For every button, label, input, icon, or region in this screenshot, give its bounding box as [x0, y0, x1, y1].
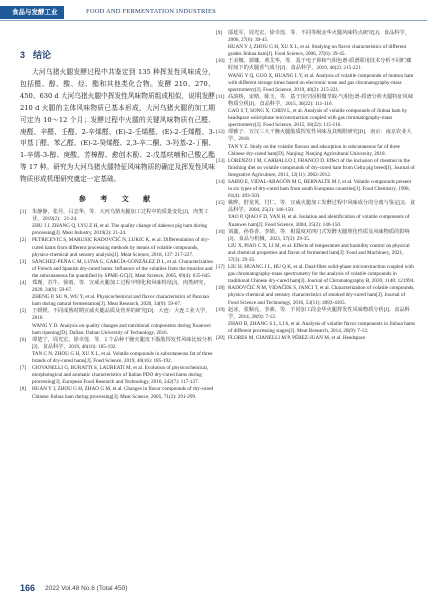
reference-item	[20, 337, 215, 351]
reference-text: FLORES M, GIANELLI M P, PÉREZ-JUAN M, et al. Headspace	[228, 335, 366, 342]
reference-number: [16]	[216, 228, 225, 235]
reference-item	[216, 179, 416, 200]
conclusion-paragraph: 大河乌猪火腿发酵过程中共鉴定到 135 种挥发性风味成分，包括醛、醇、酸、烃、酯和其他类化合物。发酵 210、270、450、630 d 大河乌猪火腿中挥发性风味物质组成相似，说明发酵 210 d 火腿的主体风味物质已基本形成，大河乌猪火腿的加工期可定为 10～12 个月；发酵过程中火腿的关键风味物质有己醛、庚醛、辛醛、壬醛、2-辛烯醛、(E)-2-壬烯醛、(E)-2-壬烯醛、3-甲基丁醛、苯乙醛、(E)-2-癸烯醛、2,3-辛二酮、3-羟基-2-丁酮、1-辛烯-3-醇、庚酸、芳樟醇、愈创木酚、2-戊基呋喃和己酸乙酯等 17 种。研究为大河乌猪火腿特征风味物质的确定及挥发性风味物质形成机理研究奠定一定基础。	[20, 68, 215, 184]
reference-number: [1]	[20, 209, 27, 216]
reference-item	[20, 308, 215, 322]
reference-text: LIU H, HUANG J L, HU Q K, et al. Dual-fiber solid-phase microextraction coupled with gas chromatography-mass spectrometry for the analysis of volatile compounds in traditional Chinese dry-cured ham[J]. Journal of Chromatography B, 2020, 1140: 121994.	[228, 264, 415, 285]
page-number: 166	[20, 583, 36, 593]
reference-item	[216, 335, 416, 342]
reference-text: WANG Y Q, GUO X, HUANG L Y, et al. Analysis of volatile compounds of mutton ham with different storage times based on electronic nose and gas chromatography-mass spectrometry[J]. Food Science, 2019, 40(2): 215-221.	[228, 72, 414, 93]
reference-text: 谭雅子．宣汉三大干腌火腿脂质挥发性风味及其吸附研究[D]．南京：南京农业大学，2018.	[228, 129, 412, 143]
reference-text: 朱静静，张丹，吕志华，等．大河乌猪火腿加工过程中的质量变化[J]．肉类工业，2019(2)：21-24.	[32, 209, 209, 223]
reference-text: 高韵娇，宋晴，陈玉，等．基于顶空固相微萃取-气相色谱-质谱分析火腿特征风味物质分析[J]．食品科学，2015, 36(22): 111-116.	[228, 93, 414, 107]
reference-list-right	[216, 30, 416, 342]
reference-text: ZHU J J, ZHANG Q, LYU Z H, et al. The quality change of dahewu pig ham during processing[J]. Meat Industry, 2019(2): 21-24.	[32, 223, 208, 237]
reference-item	[20, 351, 215, 365]
reference-number: [5]	[20, 308, 27, 315]
reference-item	[20, 237, 215, 258]
reference-item	[216, 144, 416, 158]
reference-text: 王媛媛．不同成熟时期宣威火腿品质及营养的研究[D]．大连：大连工业大学，2016.	[32, 308, 211, 322]
reference-text: WANG Y D. Analysis on quality changes and nutritional components during Xuanwei ham ripening[D]. Dalian: Dalian University of Technology, 2016.	[32, 322, 211, 336]
reference-number: [18]	[216, 285, 225, 292]
reference-text: YAO P, QIAO F D, YAN H, et al. Isolation and identification of volatile components of Xuanwei ham[J]. Food Science, 2004, 25(2): 146-150.	[228, 214, 410, 228]
reference-number: [8]	[20, 386, 27, 393]
reference-number: [19]	[216, 306, 225, 313]
reference-item	[216, 307, 416, 321]
reference-number: [3]	[20, 258, 27, 265]
reference-text: RADOVČIĆ N M, VIDAČEK S, JANCI T, et al. Characterization of volatile compounds, physico-chemical and sensory characteristics of smoked dry-cured ham[J]. Journal of Food Science and Technology, 2016, 53(11): 4093-4105.	[228, 285, 415, 306]
reference-number: [9]	[216, 30, 223, 36]
reference-number: [13]	[216, 157, 225, 164]
reference-number: [11]	[216, 93, 225, 100]
reference-number: [4]	[20, 280, 27, 286]
reference-item	[216, 94, 416, 108]
reference-text: ZHENG P, SU N, WU Y, et al. Physicochemical and flavor characteristics of Panxian ham during natural fermentation[J]. Meat Research, 2020, 34(9): 59-67.	[32, 294, 209, 308]
references-heading: 参 考 文 献	[78, 194, 157, 204]
reference-text: 邬延军，周光宏，徐幸莲．等．不同等级金华火腿风味特点研究[J]．食品科学，2006, 27(6): 39-45.	[228, 30, 410, 44]
section-title: 结论	[33, 50, 52, 60]
reference-item	[20, 294, 215, 308]
reference-text: PETRICEVIC S, MARUSIC RADOVČIĆ N, LUKIC K, et al. Differentiation of dry-cured hams from different processing methods by means of volatile compounds, physico-chemical and sensory analysis[J]. Meat Science, 2018, 137: 217-227.	[32, 237, 210, 258]
reference-item	[216, 200, 416, 214]
reference-text: TAN Y Z. Study on the volatile flavour and adsorption in subcutaneous fat of three Chinese dry-cured ham[D]. Nanjing: Nanjing Agricultural University, 2018.	[228, 143, 400, 157]
reference-number: [17]	[216, 264, 225, 271]
reference-number: [14]	[216, 178, 225, 185]
reference-item	[216, 229, 416, 243]
reference-text: SÁNCHEZ-PEÑA C M, LUNA G, GARCÍA-GONZÁLEZ D L, et al. Characterization of French and Spanish dry-cured hams: Influence of the volatiles from the muscles and the subcutaneous fat quantified by SPME-GC[J]. Meat Science, 2005, 69(4): 635-645.	[32, 258, 213, 279]
reference-text: GIOVANELLI G, BURATTI S, LAUREATI M, et al. Evolution of physicochemical, morphological and aromatic characteristics of Italian PDO dry-cured hams during processing[J]. European Food Research and Technology, 2016, 242(7): 117-127.	[32, 365, 209, 386]
reference-text: 谭楚宁，周光宏，徐幸莲．等．5 个品种干腌火腿皮下脂肪挥发性风味比较分析[J]．食品科学，2019, 40(16): 185-192.	[32, 336, 213, 350]
reference-number: [12]	[216, 129, 225, 136]
reference-text: SABIO E, VIDAL-ARAGÓN M C, BERNALTE M J, et al. Volatile compounds present in six types of dry-cured ham from south European countries[J]. Food Chemistry, 1998, 61(4): 493-503.	[228, 178, 412, 200]
section-number: 3	[20, 50, 26, 60]
reference-item	[216, 73, 416, 94]
journal-name-en: FOOD AND FERMENTATION INDUSTRIES	[86, 8, 216, 15]
reference-text: HUAN Y J, ZHOU G H, ZHAO G M, et al. Changes in flavor compounds of dry-cured Chinese Jinhua ham during processing[J]. Meat Science, 2005, 71(2): 291-299.	[32, 386, 214, 400]
reference-text: 赵冰，张顺亮，李素，等．不同加工段金华火腿挥发性风味物质分析[J]．食品科学，2014, 28(9): 7-12.	[228, 306, 410, 320]
reference-text: TAN C N, ZHOU G H, XU X L, et al. Volatile compounds in subcutaneous fat of three brands of dry-cured hams[J]. Food Science, 2019, 40(16): 185-192.	[32, 350, 213, 365]
reference-item	[216, 285, 416, 306]
journal-name-cn: 食品与发酵工业	[0, 6, 64, 19]
issue-info: 2022 Vol.48 No.6 (Total 450)	[45, 585, 128, 592]
reference-text: LIU X, PIAO C X, LI M, et al. Effects of temperature and humidity control on physical and chemical properties and flavor of fermented ham[J]. Food and Machinery, 2021, 37(3): 29-35.	[228, 242, 410, 263]
reference-number: [20]	[216, 335, 225, 342]
reference-text: 郑瑾，苏牛，徐雨，等．宣威火腿加工过程中理化和风味特征[J]．肉类研究，2020, 34(9): 59-67.	[32, 280, 209, 294]
right-column	[216, 30, 416, 342]
reference-text: 王美娜，郭娜，黄艾华，等．基于电子鼻和气相色谱-质谱联用技术分析不同贮藏时间下的火腿香气成分[J]．食品科学，2019, 40(2): 215-221.	[228, 58, 412, 72]
reference-item	[216, 264, 416, 285]
reference-item	[216, 44, 416, 58]
reference-item	[216, 243, 416, 264]
header-divider	[0, 20, 427, 21]
reference-text: ZHAO B, ZHANG S L, LI S, et al. Analysis of volatile flavor components in Jinhua hams of different processing stages[J]. Meat Research, 2014, 28(9): 7-12.	[228, 320, 416, 334]
reference-number: [15]	[216, 200, 225, 207]
section-heading	[20, 48, 215, 61]
reference-text: GAO S T, SONG X, CHEN L, et al. Analysis of volatile compounds of Jinhua ham by headspace solid-phase microextraction coupled with gas chromatography-mass spectrometry[J]. Food Science, 2015, 36(22): 115-116.	[228, 108, 408, 129]
reference-number: [2]	[20, 237, 27, 244]
reference-item	[20, 280, 215, 294]
reference-item	[216, 108, 416, 129]
reference-number: [6]	[20, 336, 27, 343]
reference-item	[20, 223, 215, 237]
reference-text: LORENZO J M, CARBALLO J, FRANCO D. Effect of the inclusion of chestnut in the finishing diet on volatile compounds of dry-cured ham from Celta pig breed[J]. Journal of Integrative Agriculture, 2013, 12(11): 2002-2012.	[228, 157, 415, 178]
reference-item	[20, 259, 215, 280]
reference-list-left	[20, 209, 215, 401]
reference-item	[216, 214, 416, 228]
reference-number: [7]	[20, 365, 27, 372]
reference-item	[216, 321, 416, 335]
reference-item	[216, 30, 416, 44]
page-footer	[0, 582, 427, 596]
reference-item	[20, 386, 215, 400]
reference-item	[20, 209, 215, 223]
reference-item	[20, 365, 215, 386]
reference-text: HUAN Y J, ZHOU G H, XU X L, et al. Studying on flavor characteristics of different grades Jinhua ham[J]. Food Science, 2006, 27(6): 39-45.	[228, 44, 407, 58]
reference-item	[216, 158, 416, 179]
reference-item	[216, 129, 416, 143]
reference-text: 姚晔，舒龙英，付仁，等．宣威火腿加工发酵过程中风味成分的分离与鉴定[J]．食品科学，2004, 25(2): 146-150.	[228, 200, 416, 214]
left-column	[20, 36, 215, 401]
reference-number: [10]	[216, 58, 225, 65]
reference-item	[20, 323, 215, 337]
running-head	[0, 0, 427, 22]
reference-text: 刘鑫，孙春香，李娟，等．相温度对西门式发酵火腿理化性质及风味物质的影响[J]．食品与机械，2021, 37(3): 29-35.	[228, 228, 410, 242]
reference-item	[216, 58, 416, 72]
